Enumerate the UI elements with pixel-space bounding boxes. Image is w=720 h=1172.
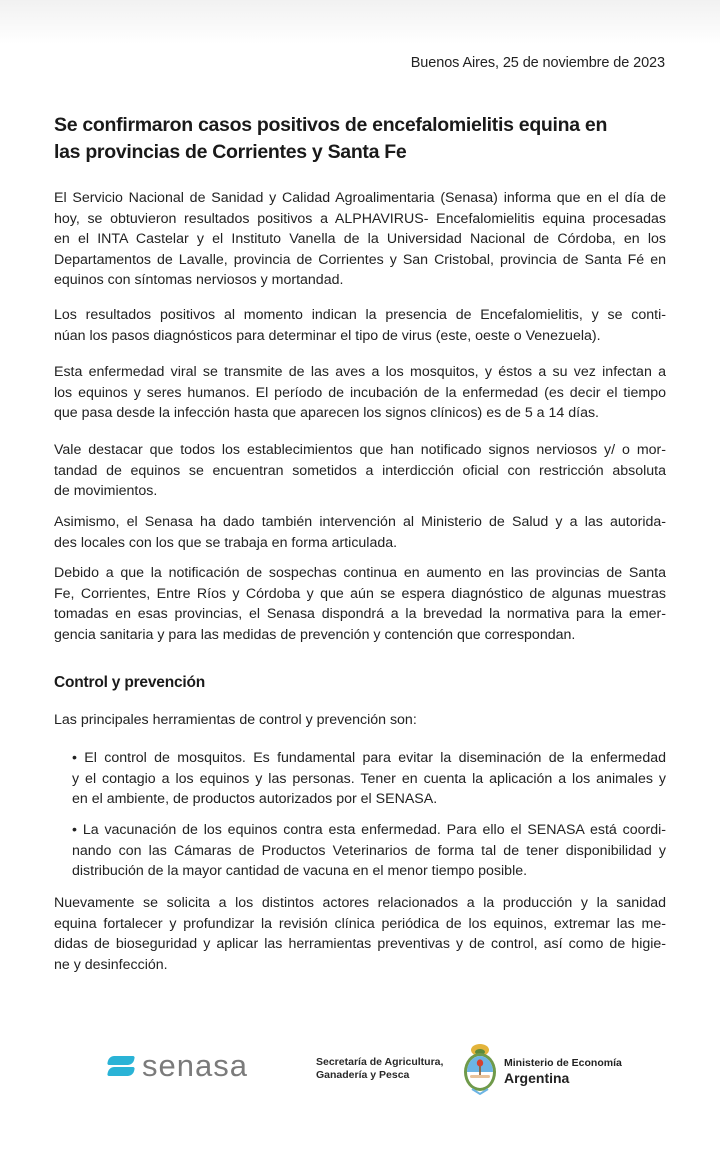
title-line: Se confirmaron casos positivos de encefalomielitis equina en	[54, 114, 608, 136]
senasa-mark-icon	[108, 1055, 134, 1077]
text-line: Debido a que la notificación de sospechas continua en aumento en las provincias de Santa	[54, 565, 666, 581]
section-intro	[54, 710, 666, 731]
text-line: en el ambiente, de productos autorizados por el SENASA.	[72, 791, 438, 808]
text-line: Las principales herramientas de control y prevención son:	[54, 712, 417, 728]
paragraph-4	[54, 440, 666, 502]
text-line: y el contagio a los equinos y las personas. Tener en cuenta la aplicación a los animales y	[72, 770, 666, 787]
page-title	[54, 112, 674, 166]
text-line: equinos con síntomas nerviosos y mortandad.	[54, 272, 344, 289]
title-line: las provincias de Corrientes y Santa Fe	[54, 141, 407, 163]
paragraph-5	[54, 512, 666, 553]
text-line: de movimientos.	[54, 483, 158, 500]
text-line: Esta enfermedad viral se transmite de las aves a los mosquitos, y éstos a su vez infectan a	[54, 364, 666, 380]
text-line: equina fortalecer y profundizar la revisión clínica periódica de los equinos, extremar las me-	[54, 915, 666, 932]
paragraph-6	[54, 563, 666, 645]
text-line: Los resultados positivos al momento indican la presencia de Encefalomielitis, y se conti-	[54, 307, 666, 323]
text-line: Nuevamente se solicita a los distintos actores relacionados a la producción y la sanidad	[54, 895, 666, 911]
closing-paragraph	[54, 893, 666, 975]
top-shadow	[0, 0, 720, 44]
secretaria-line: Secretaría de Agricultura,	[316, 1056, 444, 1068]
senasa-logo	[108, 1048, 248, 1083]
ministerio-logo	[504, 1057, 622, 1087]
secretaria-logo	[316, 1056, 443, 1082]
text-line: nando con las Cámaras de Productos Veterinarios de forma tal de tener disponibilidad y	[72, 842, 666, 859]
text-line: en el INTA Castelar y el Instituto Vanella de la Universidad Nacional de Córdoba, en los	[54, 231, 666, 248]
text-line: los equinos y seres humanos. El período de incubación de la enfermedad (es decir el tiempo	[54, 384, 666, 401]
paragraph-2	[54, 305, 666, 346]
coat-of-arms-icon	[462, 1042, 498, 1096]
text-line: hoy, se obtuvieron resultados positivos a ALPHAVIRUS- Encefalomielitis equina procesadas	[54, 210, 666, 227]
paragraph-3	[54, 362, 666, 424]
text-line: Fe, Corrientes, Entre Ríos y Córdoba y que aún se espera diagnóstico de algunas muestras	[54, 585, 666, 602]
secretaria-line: Ganadería y Pesca	[316, 1069, 410, 1081]
text-line: tomadas en esas provincias, el Senasa dispondrá a la brevedad la normativa para la emer-	[54, 606, 666, 623]
text-line: Vale destacar que todos los establecimientos que han notificado signos nerviosos y/ o mor-	[54, 442, 666, 458]
bullet-item-2	[72, 820, 666, 882]
footer-logos	[0, 1040, 720, 1100]
text-line: didas de bioseguridad y aplicar las herramientas preventivas y de control, así como de higie-	[54, 936, 666, 953]
text-line: que pasa desde la infección hasta que aparecen los signos clínicos) es de 5 a 14 días.	[54, 405, 599, 422]
section-heading: Control y prevención	[54, 674, 206, 691]
text-line: El Servicio Nacional de Sanidad y Calidad Agroalimentaria (Senasa) informa que en el día de	[54, 190, 666, 206]
country-name: Argentina	[504, 1070, 570, 1086]
text-line: des locales con los que se trabaja en forma articulada.	[54, 534, 398, 551]
text-line: • La vacunación de los equinos contra esta enfermedad. Para ello el SENASA está coordi-	[72, 822, 666, 838]
text-line: gencia sanitaria y para las medidas de prevención y contención que correspondan.	[54, 626, 576, 643]
ministerio-name: Ministerio de Economía	[504, 1057, 622, 1069]
text-line: Asimismo, el Senasa ha dado también intervención al Ministerio de Salud y a las autorida-	[54, 514, 666, 530]
text-line: distribución de la mayor cantidad de vacuna en el menor tiempo posible.	[72, 863, 528, 880]
bullet-item-1	[72, 748, 666, 810]
text-line: • El control de mosquitos. Es fundamental para evitar la diseminación de la enfermedad	[72, 750, 666, 766]
text-line: núan los pasos diagnósticos para determinar el tipo de virus (este, oeste o Venezuela).	[54, 327, 601, 344]
text-line: ne y desinfección.	[54, 956, 168, 973]
text-line: Departamentos de Lavalle, provincia de Corrientes y San Cristobal, provincia de Santa Fé en	[54, 251, 666, 268]
senasa-wordmark: senasa	[142, 1048, 248, 1083]
paragraph-1	[54, 188, 666, 291]
text-line: tandad de equinos se encuentran sometidos a interdicción oficial con restricción absoluta	[54, 462, 666, 479]
date-line: Buenos Aires, 25 de noviembre de 2023	[410, 55, 665, 71]
